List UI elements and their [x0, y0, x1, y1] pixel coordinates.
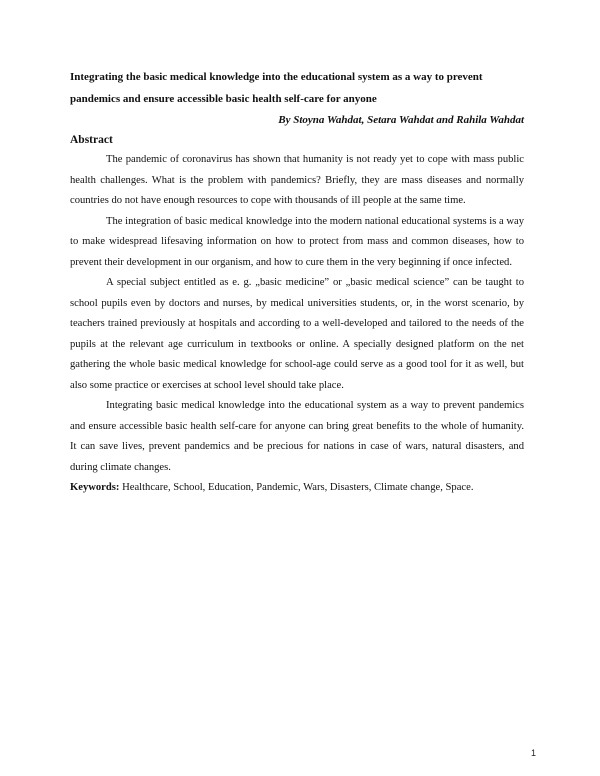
keywords-label: Keywords: [70, 482, 120, 493]
abstract-paragraph-3: A special subject entitled as e. g. „basic medicine” or „basic medical science” can be taught to school pupils even by doctors and nurses, by medical universities students, or, in the worst scenario, by teachers trained previously at hospitals and according to a well-developed and tailored to the needs of the pupils at the relevant age curriculum in textbooks or online. A specially designed platform on the net gathering the whole basic medical knowledge for school-age could serve as a good tool for it as well, but also some practice or exercises at school level should take place. [70, 277, 524, 391]
abstract-paragraph-4: Integrating basic medical knowledge into the educational system as a way to prevent pandemics and ensure accessible basic health self-care for anyone can bring great benefits to the whole of humanity. It can save lives, prevent pandemics and be precious for nations in case of wars, natural disasters, and during climate changes. [70, 400, 524, 473]
page-number: 1 [530, 748, 536, 758]
keywords-text: Healthcare, School, Education, Pandemic, Wars, Disasters, Climate change, Space. [119, 482, 474, 493]
document-page [70, 66, 524, 498]
abstract-heading: Abstract [70, 134, 113, 146]
abstract-paragraph-1: The pandemic of coronavirus has shown that humanity is not ready yet to cope with mass public health challenges. What is the problem with pandemics? Briefly, they are mass diseases and normally countries do not have enough resources to cope with thousands of ill people at the same time. [70, 154, 524, 206]
author-line: By Stoyna Wahdat, Setara Wahdat and Rahila Wahdat [278, 114, 524, 126]
abstract-paragraph-2: The integration of basic medical knowledge into the modern national educational systems is a way to make widespread lifesaving information on how to protect from mass and common diseases, how to prevent their development in our organism, and how to cure them in the very beginning if once infected. [70, 215, 524, 268]
document-title: Integrating the basic medical knowledge into the educational system as a way to prevent pandemics and ensure accessible basic health self-care for anyone [70, 71, 483, 105]
keywords-line [70, 478, 524, 498]
